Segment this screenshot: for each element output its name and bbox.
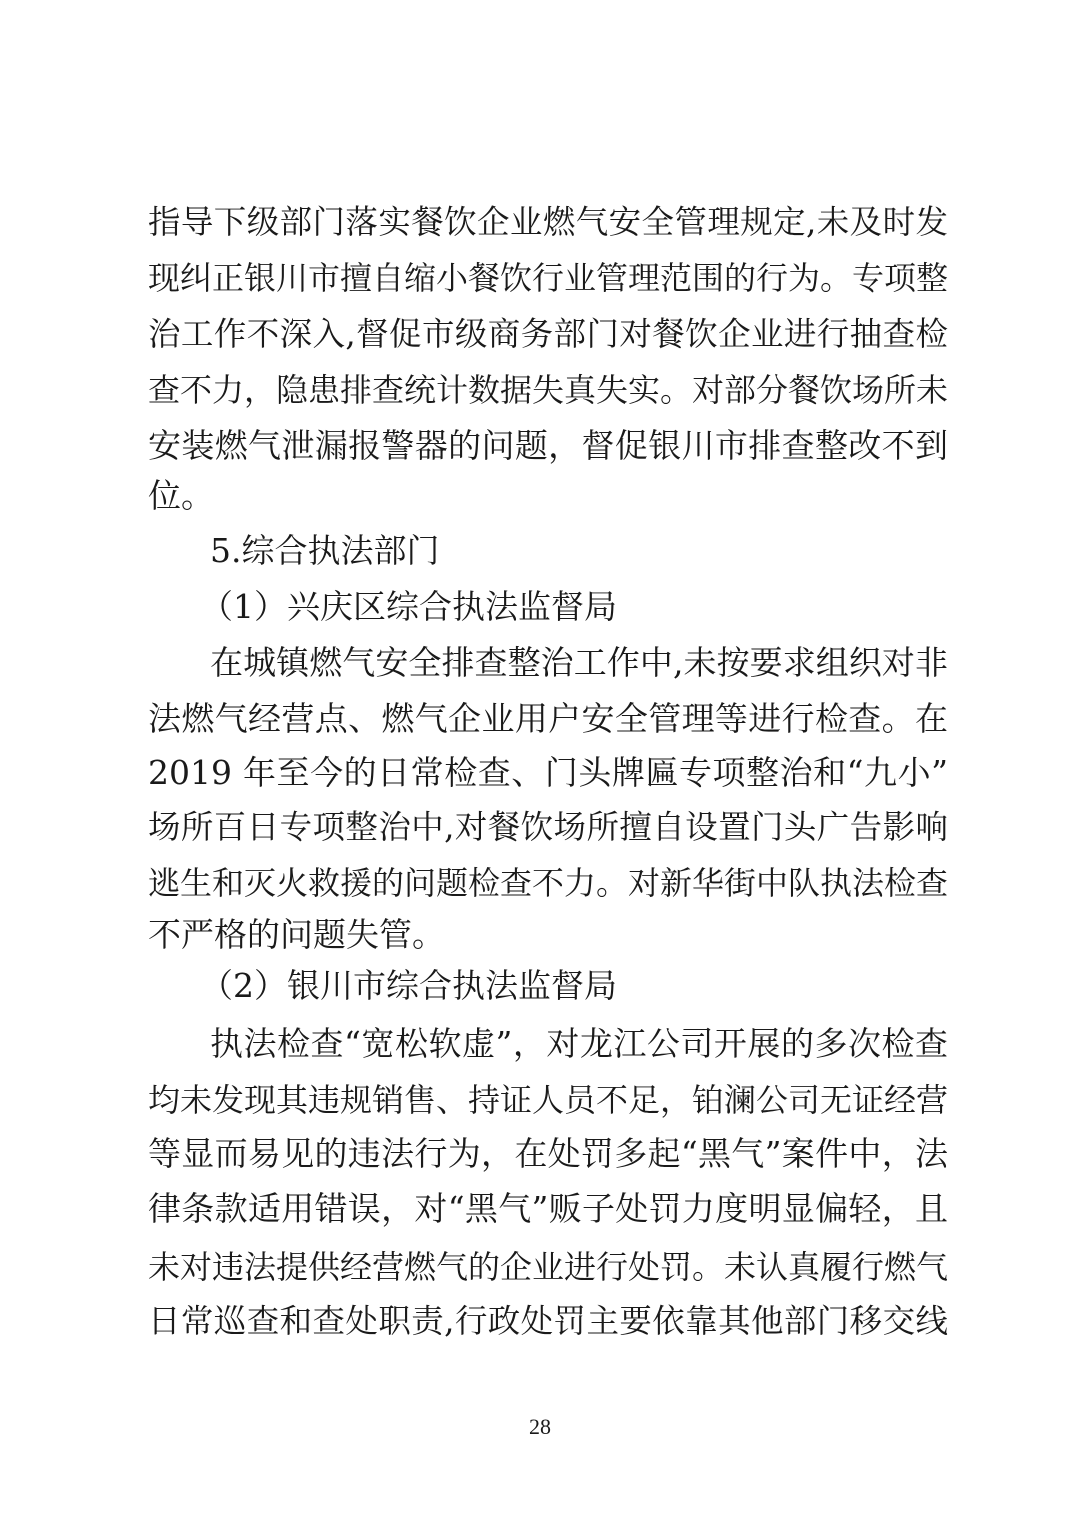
body-text-line: 律条款适用错误，对“黑气”贩子处罚力度明显偏轻，且: [148, 1189, 948, 1228]
subsection-heading: （1）兴庆区综合执法监督局: [200, 587, 617, 626]
subsection-heading: （2）银川市综合执法监督局: [200, 966, 617, 1005]
body-text-line: 安装燃气泄漏报警器的问题，督促银川市排查整改不到: [148, 426, 948, 465]
body-text-line: 位。: [148, 476, 214, 515]
body-text-line: 等显而易见的违法行为，在处罚多起“黑气”案件中，法: [148, 1134, 948, 1173]
body-text-line: 现纠正银川市擅自缩小餐饮行业管理范围的行为。专项整: [148, 259, 949, 297]
page-number: 28: [529, 1414, 551, 1439]
body-text-line: 不严格的问题失管。: [148, 915, 445, 954]
body-text-line: 查不力，隐患排查统计数据失真失实。对部分餐饮场所未: [148, 371, 949, 409]
body-text-line: 未对违法提供经营燃气的企业进行处罚。未认真履行燃气: [148, 1248, 949, 1286]
body-text-line: 执法检查“宽松软虚”，对龙江公司开展的多次检查: [210, 1024, 948, 1063]
body-text-line: 指导下级部门落实餐饮企业燃气安全管理规定,未及时发: [148, 203, 948, 241]
body-text-line: 逃生和灭火救援的问题检查不力。对新华街中队执法检查: [148, 864, 949, 902]
body-text-line: 2019 年至今的日常检查、门头牌匾专项整治和“九小”: [148, 753, 948, 792]
body-text-line: 治工作不深入,督促市级商务部门对餐饮企业进行抽查检: [148, 315, 948, 353]
body-text-line: 日常巡查和查处职责,行政处罚主要依靠其他部门移交线: [148, 1302, 948, 1340]
body-text-line: 法燃气经营点、燃气企业用户安全管理等进行检查。在: [148, 699, 948, 738]
body-text-line: 在城镇燃气安全排查整治工作中,未按要求组织对非: [210, 643, 948, 682]
body-text-line: 均未发现其违规销售、持证人员不足，铂澜公司无证经营: [148, 1081, 949, 1119]
section-heading: 5.综合执法部门: [210, 531, 440, 570]
body-text-line: 场所百日专项整治中,对餐饮场所擅自设置门头广告影响: [148, 808, 948, 846]
